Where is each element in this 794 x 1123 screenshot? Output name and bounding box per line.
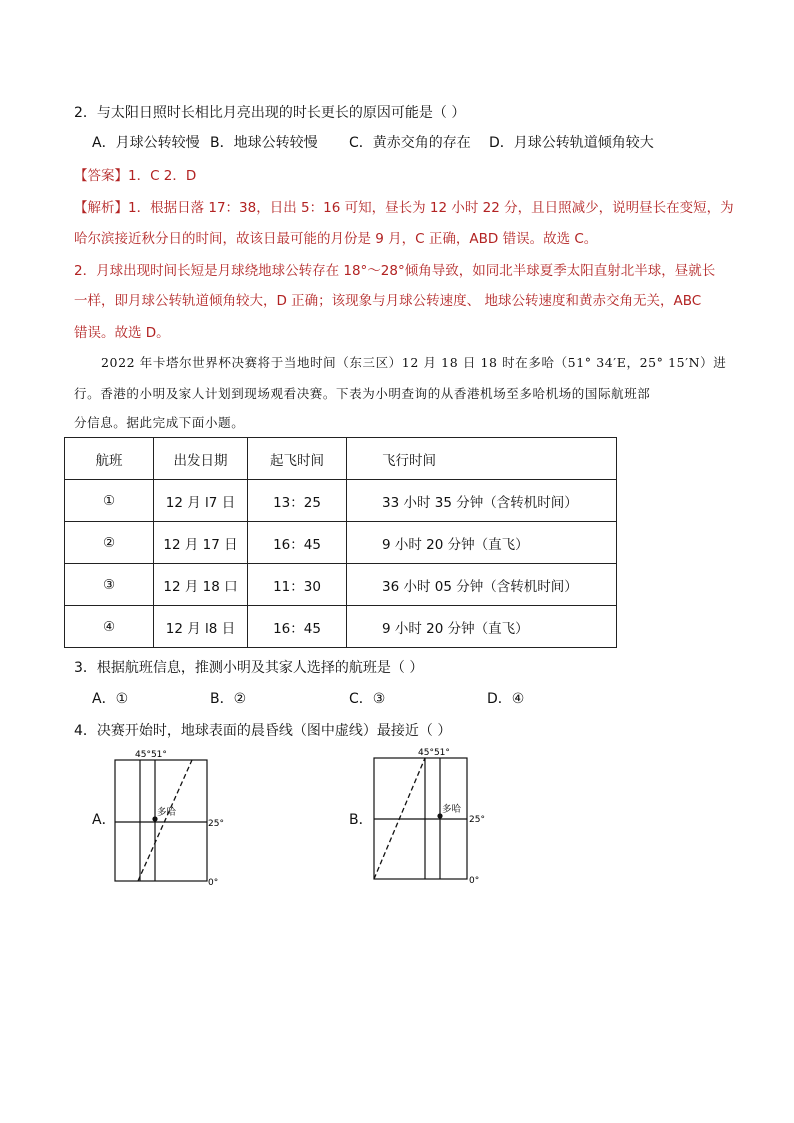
q4-stem: 4．决赛开始时，地球表面的晨昏线（图中虚线）最接近（ ） <box>74 723 452 739</box>
q2-stem: 2．与太阳日照时长相比月亮出现的时长更长的原因可能是（ ） <box>74 105 466 121</box>
table-cell: 13：25 <box>248 480 347 522</box>
table-header: 航班 <box>65 438 154 480</box>
table-cell: 16：45 <box>248 522 347 564</box>
table-header-row <box>65 438 617 480</box>
lat-label-0: 0° <box>208 878 219 888</box>
city-label: 多哈 <box>442 804 462 815</box>
lat-label-25: 25° <box>469 815 485 825</box>
table-cell: 12 月 18 口 <box>154 564 248 606</box>
table-cell: 12 月 l8 日 <box>154 606 248 648</box>
q2-option-b: B．地球公转较慢 <box>210 135 318 151</box>
q2-option-d: D．月球公转轨道倾角较大 <box>489 135 654 151</box>
table-row <box>65 564 617 606</box>
lat-label-25: 25° <box>208 819 224 829</box>
map-frame <box>115 760 207 881</box>
analysis-line-5: 错误。故选 D。 <box>74 325 170 341</box>
table-header: 飞行时间 <box>347 438 617 480</box>
table-row <box>65 522 617 564</box>
table-cell: ② <box>65 522 154 564</box>
diagram-b-label: B． <box>349 812 373 828</box>
answer-line: 【答案】1．C 2．D <box>74 168 197 184</box>
q3-stem: 3．根据航班信息，推测小明及其家人选择的航班是（ ） <box>74 660 424 676</box>
q2-option-a: A．月球公转较慢 <box>92 135 200 151</box>
table-header: 出发日期 <box>154 438 248 480</box>
table-row <box>65 606 617 648</box>
terminator-line <box>138 760 192 881</box>
analysis-line-3: 2．月球出现时间长短是月球绕地球公转存在 18°～28°倾角导致，如同北半球夏季太阳直射北半球，昼就长 <box>74 263 716 279</box>
diagram-b <box>359 742 499 892</box>
analysis-line-1: 【解析】1．根据日落 17：38，日出 5：16 可知，昼长为 12 小时 22 分，且日照减少，说明昼长在变短，为 <box>74 200 734 216</box>
city-label: 多哈 <box>157 807 177 818</box>
table-cell: ① <box>65 480 154 522</box>
q3-option-a: A．① <box>92 691 129 707</box>
table-cell: 9 小时 20 分钟（直飞） <box>347 522 617 564</box>
table-cell: ③ <box>65 564 154 606</box>
table-cell: 9 小时 20 分钟（直飞） <box>347 606 617 648</box>
passage-line-3: 分信息。据此完成下面小题。 <box>74 415 245 430</box>
lat-label-0: 0° <box>469 876 480 886</box>
table-cell: 36 小时 05 分钟（含转机时间） <box>347 564 617 606</box>
table-cell: 16：45 <box>248 606 347 648</box>
lon-label: 45°51° <box>418 748 450 758</box>
q3-option-c: C．③ <box>349 691 386 707</box>
table-cell: ④ <box>65 606 154 648</box>
analysis-line-2: 哈尔滨接近秋分日的时间，故该日最可能的月份是 9 月，C 正确，ABD 错误。故选 C。 <box>74 231 598 247</box>
table-cell: 12 月 17 日 <box>154 522 248 564</box>
table-cell: 33 小时 35 分钟（含转机时间） <box>347 480 617 522</box>
analysis-line-4: 一样，即月球公转轨道倾角较大，D 正确；该现象与月球公转速度、 地球公转速度和黄赤交角无关，ABC <box>74 293 702 309</box>
diagram-a <box>100 742 240 892</box>
q3-option-b: B．② <box>210 691 247 707</box>
passage-line-2: 行。香港的小明及家人计划到现场观看决赛。下表为小明查询的从香港机场至多哈机场的国际航班部 <box>74 386 651 401</box>
table-cell: 11：30 <box>248 564 347 606</box>
q2-option-c: C．黄赤交角的存在 <box>349 135 471 151</box>
lon-label: 45°51° <box>135 750 167 760</box>
table-header: 起飞时间 <box>248 438 347 480</box>
diagram-a-label: A． <box>92 812 116 828</box>
passage-line-1: 2022 年卡塔尔世界杯决赛将于当地时间（东三区）12 月 18 日 18 时在多哈（51° 34′E，25° 15′N）进 <box>101 355 727 370</box>
table-cell: 12 月 l7 日 <box>154 480 248 522</box>
flight-table <box>64 437 617 648</box>
table-row <box>65 480 617 522</box>
q3-option-d: D．④ <box>487 691 525 707</box>
